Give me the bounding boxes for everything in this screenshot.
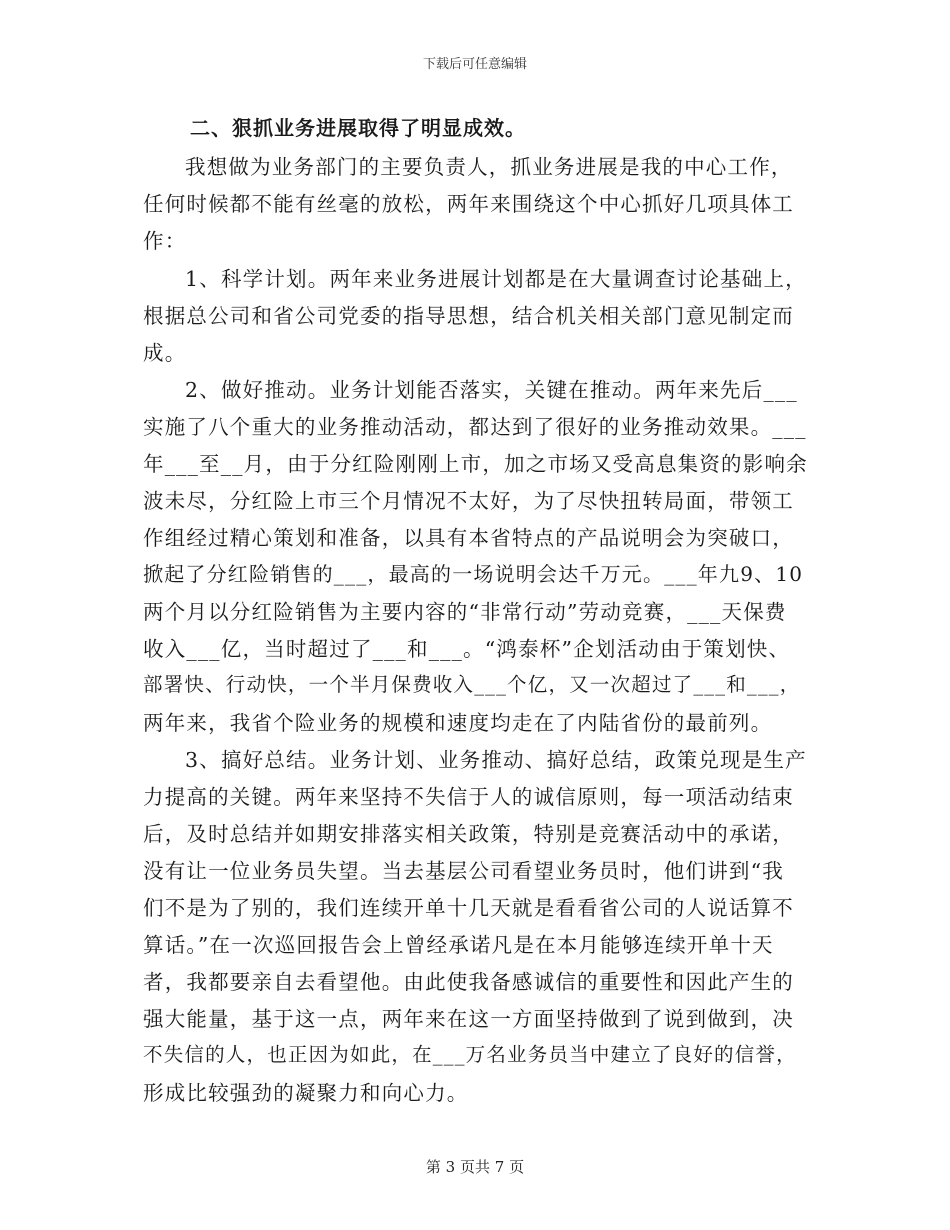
text-line: 作：: [143, 229, 187, 253]
text-line: 作组经过精心策划和准备，以具有本省特点的产品说明会为突破口，: [143, 526, 794, 550]
text-line: 年___至__月，由于分红险刚刚上市，加之市场又受高息集资的影响余: [143, 452, 808, 476]
text-line: 们不是为了别的，我们连续开单十几天就是看看省公司的人说话算不: [143, 896, 794, 920]
text-line: 形成比较强劲的凝聚力和向心力。: [143, 1081, 469, 1105]
text-line: 没有让一位业务员失望。当去基层公司看望业务员时，他们讲到“我: [143, 859, 784, 883]
text-line: 两年来，我省个险业务的规模和速度均走在了内陆省份的最前列。: [143, 711, 773, 735]
text-line: 我想做为业务部门的主要负责人，抓业务进展是我的中心工作，: [185, 155, 793, 179]
text-line: 2、做好推动。业务计划能否落实，关键在推动。两年来先后___: [185, 378, 798, 402]
text-line: 任何时候都不能有丝毫的放松，两年来围绕这个中心抓好几项具体工: [143, 192, 794, 216]
text-line: 算话。”在一次巡回报告会上曾经承诺凡是在本月能够连续开单十天: [143, 933, 774, 957]
text-line: 力提高的关键。两年来坚持不失信于人的诚信原则，每一项活动结束: [143, 785, 794, 809]
text-line: 成。: [143, 341, 187, 365]
text-line: 实施了八个重大的业务推动活动，都达到了很好的业务推动效果。___: [143, 415, 807, 439]
text-line: 后，及时总结并如期安排落实相关政策，特别是竞赛活动中的承诺，: [143, 822, 794, 846]
text-line: 部署快、行动快，一个半月保费收入___个亿，又一次超过了___和___，: [143, 673, 801, 696]
text-line: 波未尽，分红险上市三个月情况不太好，为了尽快扭转局面，带领工: [143, 489, 794, 513]
text-line: 者，我都要亲自去看望他。由此使我备感诚信的重要性和因此产生的: [143, 970, 794, 994]
text-line: 1、科学计划。两年来业务进展计划都是在大量调查讨论基础上，: [185, 267, 807, 291]
text-line: 掀起了分红险销售的___，最高的一场说明会达千万元。___年九9、10: [143, 562, 804, 586]
page-header: 下载后可任意编辑: [422, 57, 527, 72]
text-line: 收入___亿，当时超过了___和___。“鸿泰杯”企划活动由于策划快、: [143, 637, 791, 661]
text-line: 3、搞好总结。业务计划、业务推动、搞好总结，政策兑现是生产: [185, 748, 807, 772]
text-line: 不失信的人，也正因为如此，在___万名业务员当中建立了良好的信誉，: [143, 1043, 797, 1066]
section-heading: 二、狠抓业务进展取得了明显成效。: [190, 116, 526, 140]
text-line: 两个月以分红险销售为主要内容的“非常行动”劳动竞赛，___天保费: [143, 600, 787, 624]
text-line: 强大能量，基于这一点，两年来在这一方面坚持做到了说到做到，决: [143, 1007, 794, 1031]
text-line: 根据总公司和省公司党委的指导思想，结合机关相关部门意见制定而: [143, 304, 794, 328]
page-footer: 第 3 页共 7 页: [425, 1158, 525, 1176]
